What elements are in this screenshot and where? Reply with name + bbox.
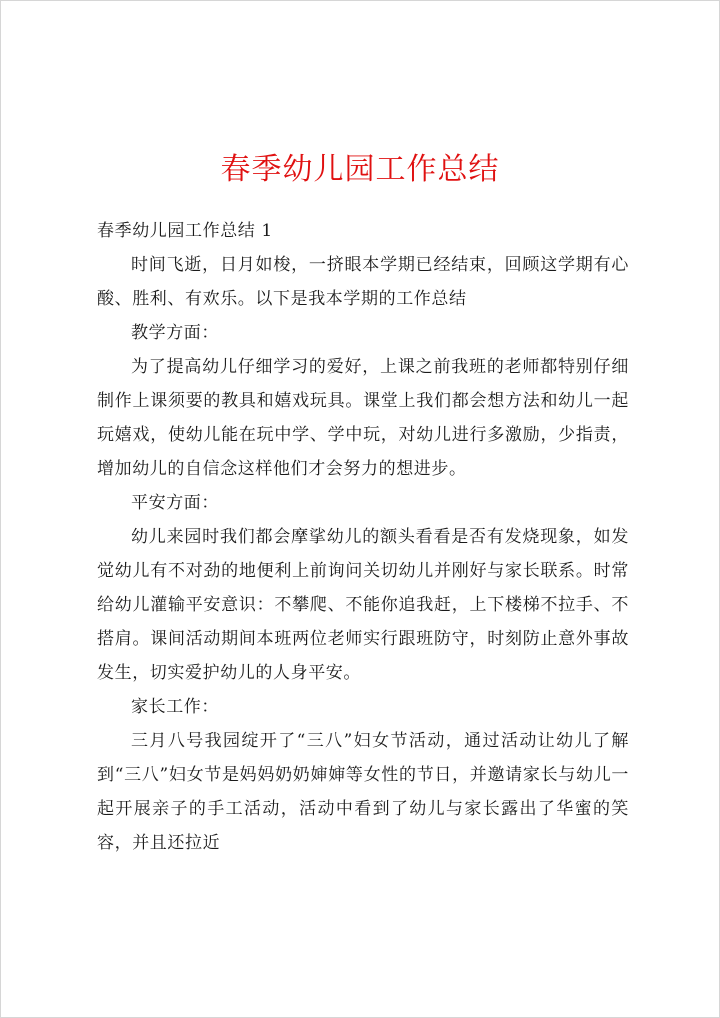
section-heading-parents: 家长工作： [131, 697, 219, 717]
paragraph-parents: 三月八号我园绽开了“三八”妇女节活动，通过活动让幼儿了解到“三八”妇女节是妈妈奶奶婶婶等女性的节日，并邀请家长与幼儿一起开展亲子的手工活动，活动中看到了幼儿与家长露出了华蜜的笑容，并且还拉近 [97, 731, 629, 853]
section-heading-safety: 平安方面： [131, 493, 219, 513]
document-body [97, 214, 629, 860]
paragraph-intro: 时间飞逝，日月如梭，一挤眼本学期已经结束，回顾这学期有心酸、胜利、有欢乐。以下是我本学期的工作总结 [97, 255, 629, 309]
document-subtitle: 春季幼儿园工作总结 1 [97, 221, 273, 241]
document-title: 春季幼儿园工作总结 [220, 152, 500, 187]
paragraph-safety: 幼儿来园时我们都会摩挲幼儿的额头看看是否有发烧现象，如发觉幼儿有不对劲的地便利上前询问关切幼儿并刚好与家长联系。时常给幼儿灌输平安意识：不攀爬、不能你追我赶，上下楼梯不拉手、不搭肩。课间活动期间本班两位老师实行跟班防守，时刻防止意外事故发生，切实爱护幼儿的人身平安。 [97, 527, 629, 683]
paragraph-teaching: 为了提高幼儿仔细学习的爱好，上课之前我班的老师都特别仔细制作上课须要的教具和嬉戏玩具。课堂上我们都会想方法和幼儿一起玩嬉戏，使幼儿能在玩中学、学中玩，对幼儿进行多激励，少指责，增加幼儿的自信念这样他们才会努力的想进步。 [97, 357, 629, 479]
section-heading-teaching: 教学方面： [131, 323, 219, 343]
